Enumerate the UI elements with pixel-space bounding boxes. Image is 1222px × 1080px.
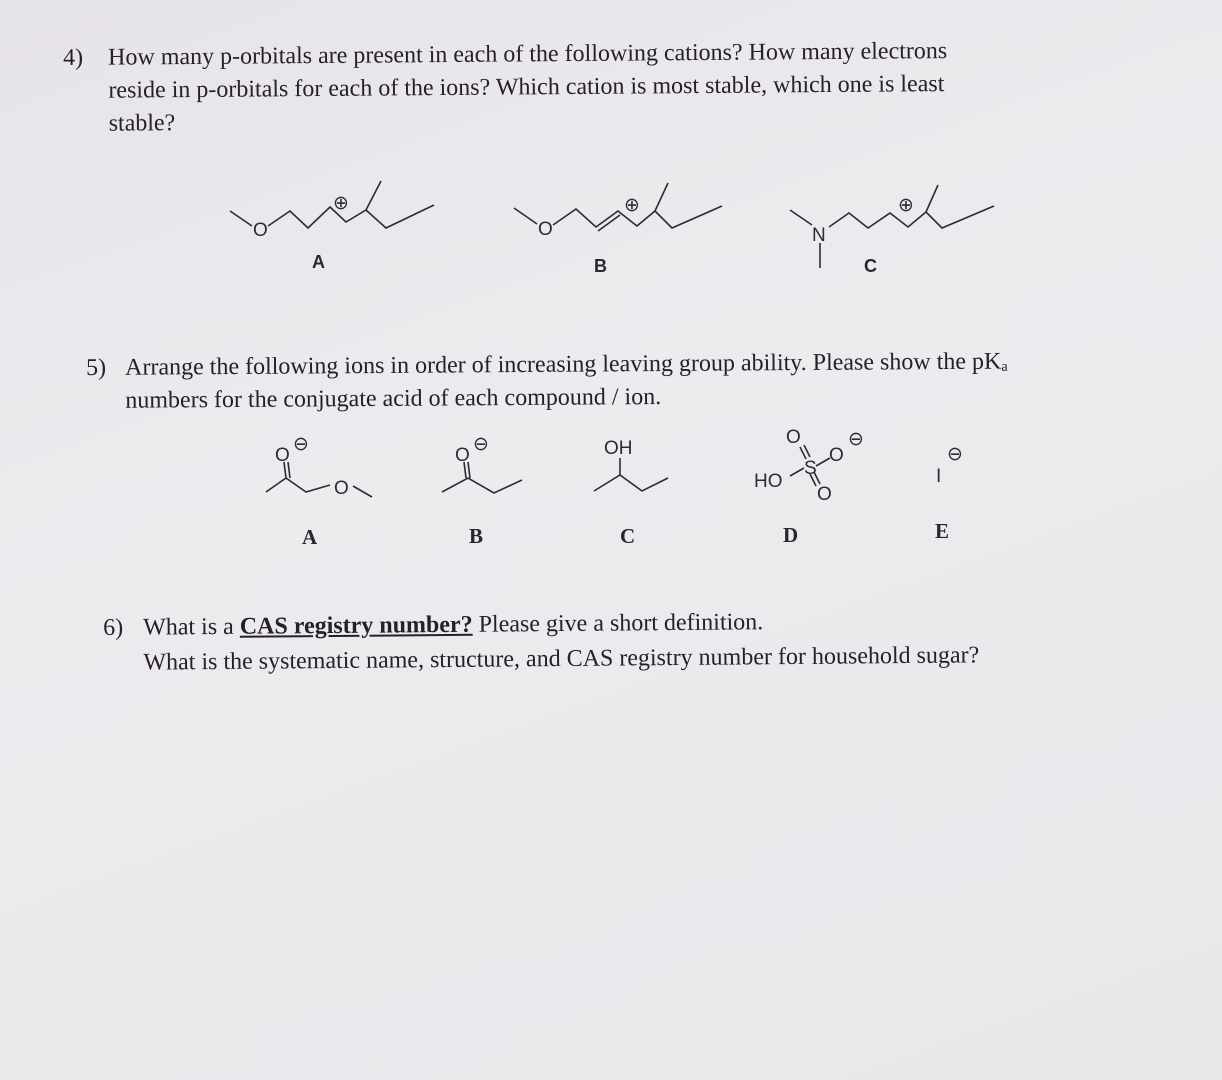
ion-e-structure <box>935 444 963 543</box>
label-b: B <box>594 256 607 276</box>
oxygen-atom: O <box>829 445 844 466</box>
label-a: A <box>302 525 318 549</box>
positive-charge-icon: ⊕ <box>333 193 349 214</box>
label-a: A <box>312 252 325 272</box>
oxygen-atom: O <box>538 219 553 240</box>
question-number: 5) <box>86 354 107 381</box>
question-text: How many p-orbitals are present in each of the following cations? How many electrons reside in p-orbitals for each of the ions? Which cation is most stable, which one is least stable? <box>108 38 948 137</box>
iodine-atom: I <box>936 466 942 487</box>
question-line-1 <box>143 606 763 644</box>
cas-registry-term: CAS registry number? <box>239 611 473 640</box>
label-c: C <box>620 524 636 548</box>
positive-charge-icon: ⊕ <box>898 195 914 216</box>
oxygen-atom: O <box>334 478 349 499</box>
hydroxyl-group: HO <box>754 471 783 492</box>
label-c: C <box>864 256 877 276</box>
negative-charge-icon: ⊖ <box>848 429 864 450</box>
oxygen-atom: O <box>253 220 268 241</box>
negative-charge-icon: ⊖ <box>947 444 963 465</box>
question-text: Arrange the following ions in order of increasing leaving group ability. Please show the pKₐ numbers for the conjugate acid of each compound / ion. <box>125 348 1008 414</box>
oxygen-atom: O <box>275 445 290 466</box>
negative-charge-icon: ⊖ <box>293 434 309 455</box>
positive-charge-icon: ⊕ <box>624 195 640 216</box>
oxygen-atom: O <box>786 427 801 448</box>
label-d: D <box>783 523 799 547</box>
ion-b-structure <box>442 434 522 548</box>
oxygen-atom: O <box>817 484 832 505</box>
question-line-2: What is the systematic name, structure, and CAS registry number for household sugar? <box>143 642 980 676</box>
negative-charge-icon: ⊖ <box>473 434 489 455</box>
compound-c-structure <box>594 438 668 548</box>
question-number: 4) <box>63 44 84 71</box>
oxygen-atom: O <box>455 445 470 466</box>
question-text-prefix: What is a <box>143 613 240 641</box>
nitrogen-atom: N <box>812 225 826 246</box>
sulfur-atom: S <box>804 458 817 479</box>
label-e: E <box>935 519 950 543</box>
label-b: B <box>469 524 484 548</box>
question-number: 6) <box>103 614 124 641</box>
hydroxyl-group: OH <box>604 438 633 459</box>
question-text-suffix: Please give a short definition. <box>472 609 764 638</box>
ion-d-structure <box>754 427 864 547</box>
ion-a-structure <box>266 434 372 549</box>
